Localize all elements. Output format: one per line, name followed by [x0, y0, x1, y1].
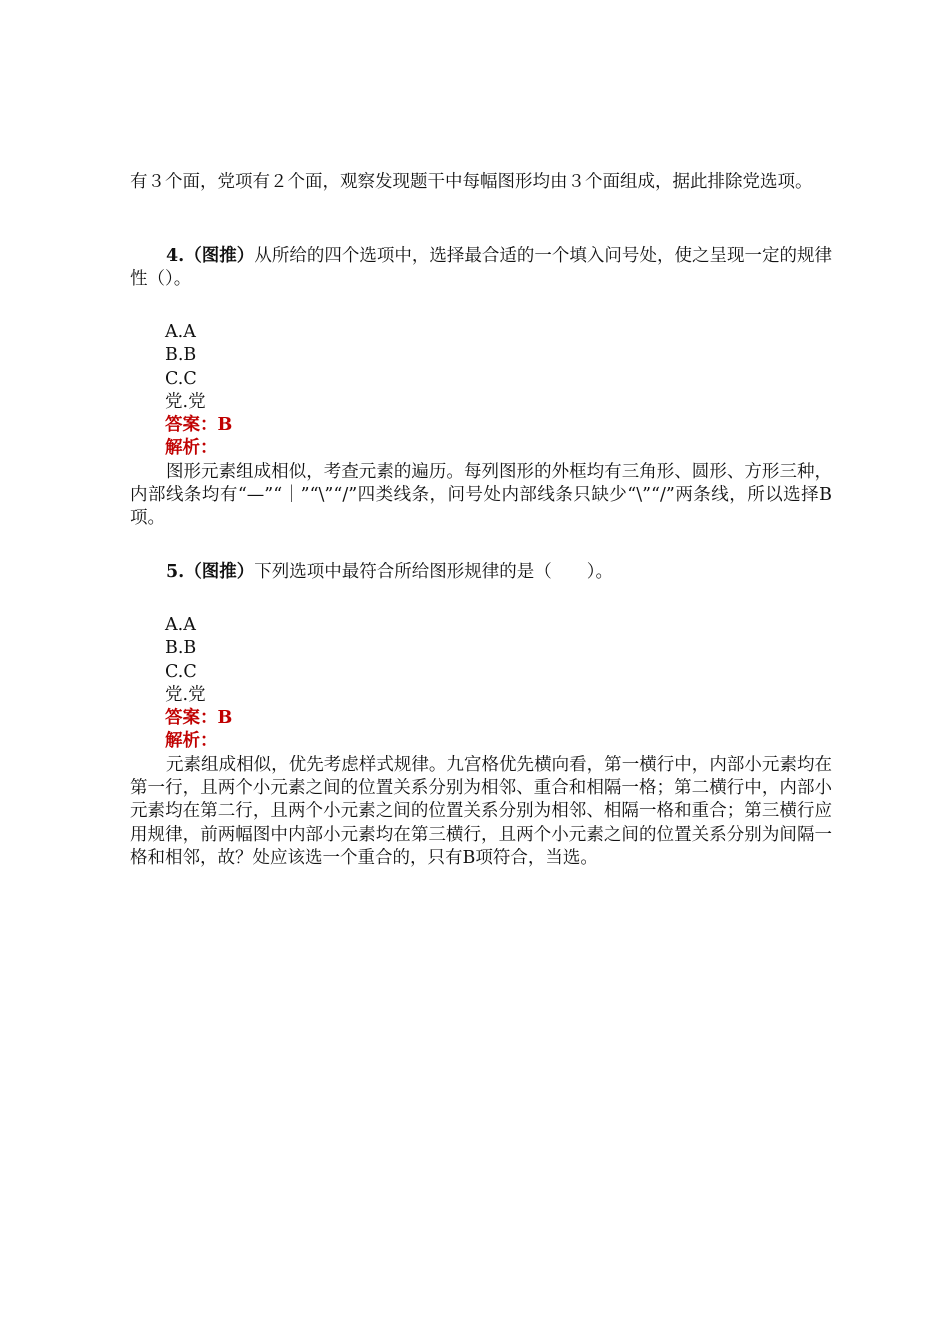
- question-5-option-d: 党.党: [165, 684, 206, 705]
- question-4-text: 从所给的四个选项中，选择最合适的一个填入问号处，使之呈现一定的规律性（）。: [130, 246, 832, 290]
- question-4-answer: 答案：B: [165, 415, 233, 436]
- question-5-options: [165, 614, 232, 754]
- question-4-option-b: B.B: [165, 345, 197, 366]
- intro-paragraph: 有３个面，党项有２个面，观察发现题干中每幅图形均由３个面组成，据此排除党选项。: [130, 172, 813, 192]
- question-5-option-b: B.B: [165, 638, 197, 659]
- question-4-option-c: C.C: [165, 368, 197, 389]
- question-4-analysis-label: 解析：: [165, 438, 218, 459]
- question-4-analysis: 图形元素组成相似，考查元素的遍历。每列图形的外框均有三角形、圆形、方形三种，内部线条均有“—”“｜”“\”“/”四类线条，问号处内部线条只缺少“\”“/”两条线，所以选择B项。: [130, 462, 832, 529]
- question-5-option-c: C.C: [165, 661, 197, 682]
- question-4-option-d: 党.党: [165, 391, 206, 412]
- question-5-text: 下列选项中最符合所给图形规律的是（ ）。: [254, 562, 614, 582]
- question-4-number: 4.（图推）: [166, 246, 255, 266]
- question-4-options: [165, 321, 232, 461]
- question-4-option-a: A.A: [165, 322, 196, 342]
- question-4-stem: [130, 245, 832, 291]
- question-5-analysis: 元素组成相似，优先考虑样式规律。九宫格优先横向看，第一横行中，内部小元素均在第一行，且两个小元素之间的位置关系分别为相邻、重合和相隔一格；第二横行中，内部小元素均在第二行，且两个小元素之间的位置关系分别为相邻、相隔一格和重合；第三横行应用规律，前两幅图中内部小元素均在第三横行，且两个小元素之间的位置关系分别为间隔一格和相邻，故？处应该选一个重合的，只有B项符合，当选。: [130, 755, 832, 868]
- question-5-answer: 答案：B: [165, 708, 233, 729]
- question-5-option-a: A.A: [165, 615, 196, 635]
- question-5-analysis-label: 解析：: [165, 731, 218, 752]
- question-5-number: 5.（图推）: [166, 562, 255, 582]
- question-5-stem: [130, 561, 832, 584]
